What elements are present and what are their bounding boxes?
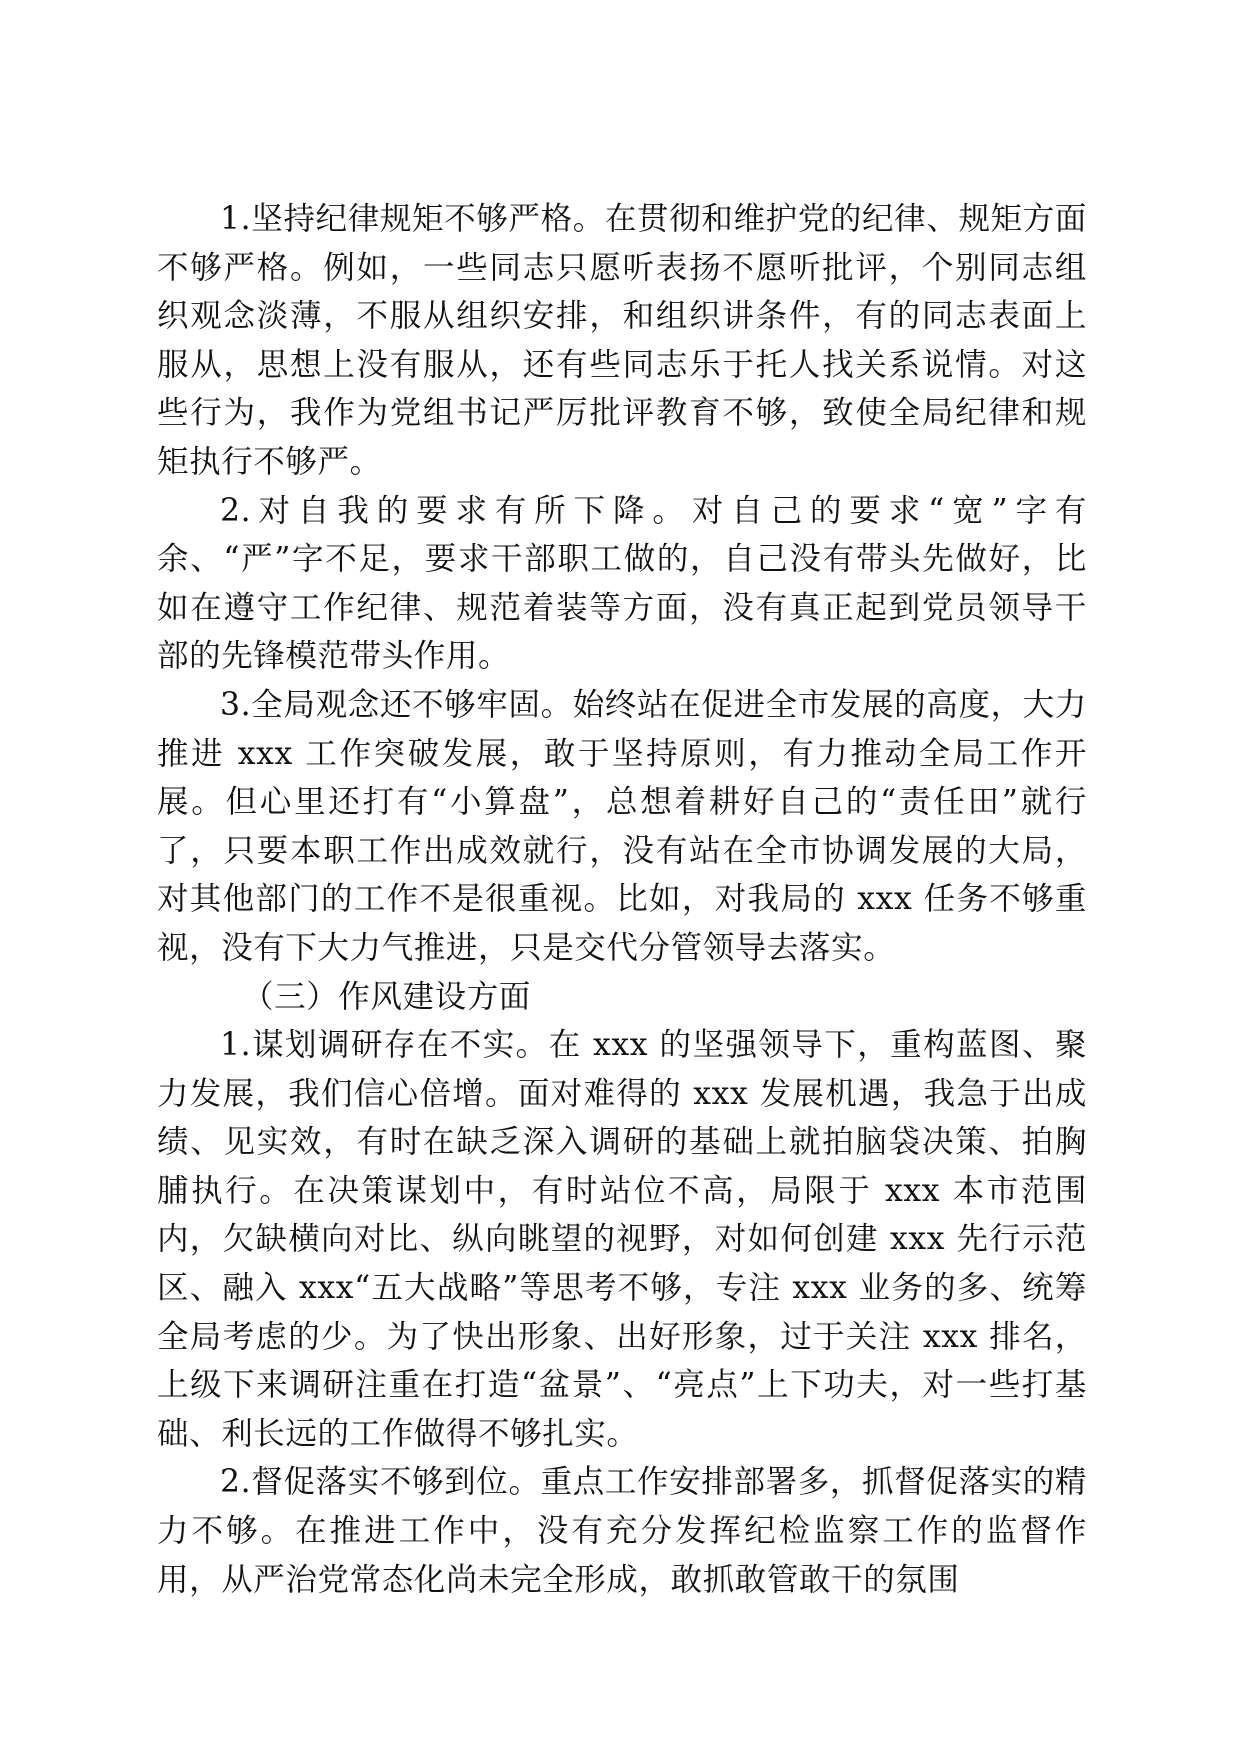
paragraph-discipline: 1.坚持纪律规矩不够严格。在贯彻和维护党的纪律、规矩方面不够严格。例如，一些同志只愿听表扬不愿听批评，个别同志组织观念淡薄，不服从组织安排，和组织讲条件，有的同志表面上服从，思想上没有服从，还有些同志乐于托人找关系说情。对这些行为，我作为党组书记严厉批评教育不够，致使全局纪律和规矩执行不够严。 [157,201,1087,480]
paragraph-self-requirement: 2.对自我的要求有所下降。对自己的要求“宽”字有余、“严”字不足，要求干部职工做的，自己没有带头先做好，比如在遵守工作纪律、规范着装等方面，没有真正起到党员领导干部的先锋模范带头作用。 [157,492,1087,675]
paragraph-overall-view: 3.全局观念还不够牢固。始终站在促进全市发展的高度，大力推进 xxx 工作突破发展，敢于坚持原则，有力推动全局工作开展。但心里还打有“小算盘”，总想着耕好自己的“责任田”就行了，只要本职工作出成效就行，没有站在全市协调发展的大局，对其他部门的工作不是很重视。比如，对我局的 xxx 任务不够重视，没有下大力气推进，只是交代分管领导去落实。 [157,686,1087,966]
document-body [157,195,1087,1604]
paragraph-research: 1.谋划调研存在不实。在 xxx 的坚强领导下，重构蓝图、聚力发展，我们信心倍增。面对难得的 xxx 发展机遇，我急于出成绩、见实效，有时在缺乏深入调研的基础上就拍脑袋决策、拍胸脯执行。在决策谋划中，有时站位不高，局限于 xxx 本市范围内，欠缺横向对比、纵向眺望的视野，对如何创建 xxx 先行示范区、融入 xxx“五大战略”等思考不够，专注 xxx 业务的多、统筹全局考虑的少。为了快出形象、出好形象，过于关注 xxx 排名，上级下来调研注重在打造“盆景”、“亮点”上下功夫，对一些打基础、利长远的工作做得不够扎实。 [157,1027,1087,1452]
section-heading-work-style: （三）作风建设方面 [242,978,531,1015]
paragraph-supervision: 2.督促落实不够到位。重点工作安排部署多，抓督促落实的精力不够。在推进工作中，没有充分发挥纪检监察工作的监督作用，从严治党常态化尚未完全形成，敢抓敢管敢干的氛围 [157,1464,1087,1598]
